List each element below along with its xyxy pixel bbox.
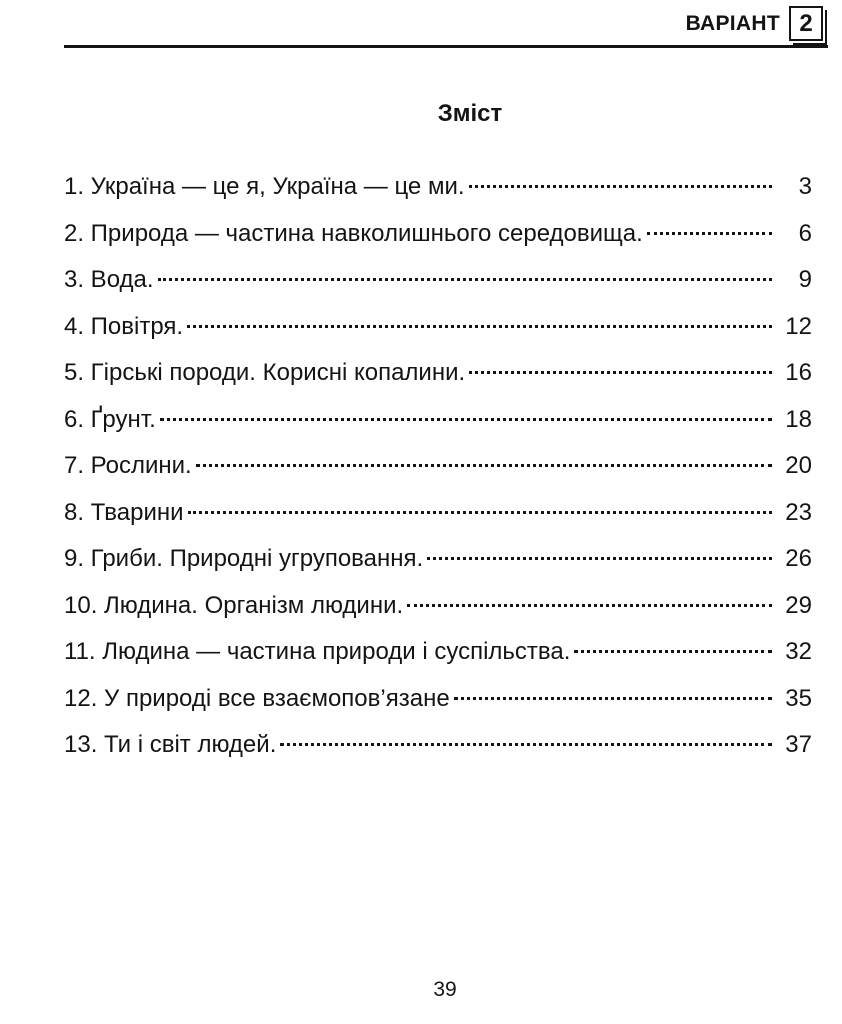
toc-entry-page: 26 — [785, 545, 812, 572]
dot-leader — [574, 650, 772, 653]
toc-entry-title: 7. Рослини. — [64, 452, 192, 479]
toc-entry-title: 2. Природа — частина навколишнього середовища. — [64, 219, 643, 247]
toc-entry-title: 6. Ґрунт. — [64, 405, 156, 433]
toc-entry — [64, 583, 812, 630]
dot-leader — [188, 511, 772, 514]
toc-entry — [64, 211, 812, 258]
dot-leader — [160, 418, 772, 421]
toc-entry-title: 13. Ти і світ людей. — [64, 731, 277, 758]
toc-entry-title: 4. Повітря. — [64, 312, 184, 340]
toc-entry-page: 20 — [785, 452, 812, 479]
dot-leader — [454, 697, 772, 700]
toc-entry-page: 18 — [785, 405, 812, 433]
page-number: 39 — [433, 978, 457, 1001]
toc-entry-page: 23 — [785, 498, 812, 526]
toc-entry-page: 6 — [798, 219, 812, 247]
page-header — [0, 0, 842, 60]
toc-entry-title: 12. У природі все взаємопов’язане — [64, 684, 450, 712]
dot-leader — [158, 278, 772, 281]
toc-entry — [64, 257, 812, 304]
dot-leader — [469, 185, 772, 188]
table-of-contents — [64, 164, 812, 769]
toc-entry-page: 35 — [785, 684, 812, 712]
variant-label: ВАРІАНТ — [685, 12, 780, 35]
toc-entry — [64, 722, 812, 769]
toc-entry-title: 3. Вода. — [64, 266, 154, 293]
toc-entry-page: 12 — [785, 312, 812, 340]
toc-entry-title: 5. Гірські породи. Корисні копалини. — [64, 359, 466, 386]
toc-entry — [64, 443, 812, 490]
header-rule — [64, 45, 828, 48]
dot-leader — [647, 232, 772, 235]
toc-entry-title: 1. Україна — це я, Україна — це ми. — [64, 173, 465, 200]
toc-entry-page: 37 — [785, 731, 812, 758]
toc-entry — [64, 490, 812, 537]
toc-entry — [64, 676, 812, 723]
toc-entry-page: 9 — [798, 266, 812, 293]
toc-entry — [64, 397, 812, 444]
toc-entry — [64, 304, 812, 351]
dot-leader — [187, 325, 772, 328]
dot-leader — [427, 557, 772, 560]
toc-entry-title: 11. Людина — частина природи і суспільства. — [64, 638, 571, 665]
toc-entry-page: 32 — [785, 638, 812, 665]
variant-number-box: 2 — [789, 6, 823, 41]
toc-entry-page: 3 — [798, 173, 812, 200]
toc-entry-title: 10. Людина. Організм людини. — [64, 591, 404, 619]
toc-entry — [64, 536, 812, 583]
toc-entry-page: 16 — [785, 359, 812, 386]
dot-leader — [469, 371, 772, 374]
toc-entry-page: 29 — [785, 591, 812, 619]
page-title: Зміст — [437, 100, 503, 127]
dot-leader — [280, 743, 772, 746]
toc-entry — [64, 350, 812, 397]
toc-entry — [64, 629, 812, 676]
toc-entry-title: 9. Гриби. Природні угруповання. — [64, 545, 424, 572]
dot-leader — [196, 464, 772, 467]
toc-entry — [64, 164, 812, 211]
dot-leader — [407, 604, 772, 607]
toc-entry-title: 8. Тварини — [64, 498, 184, 526]
